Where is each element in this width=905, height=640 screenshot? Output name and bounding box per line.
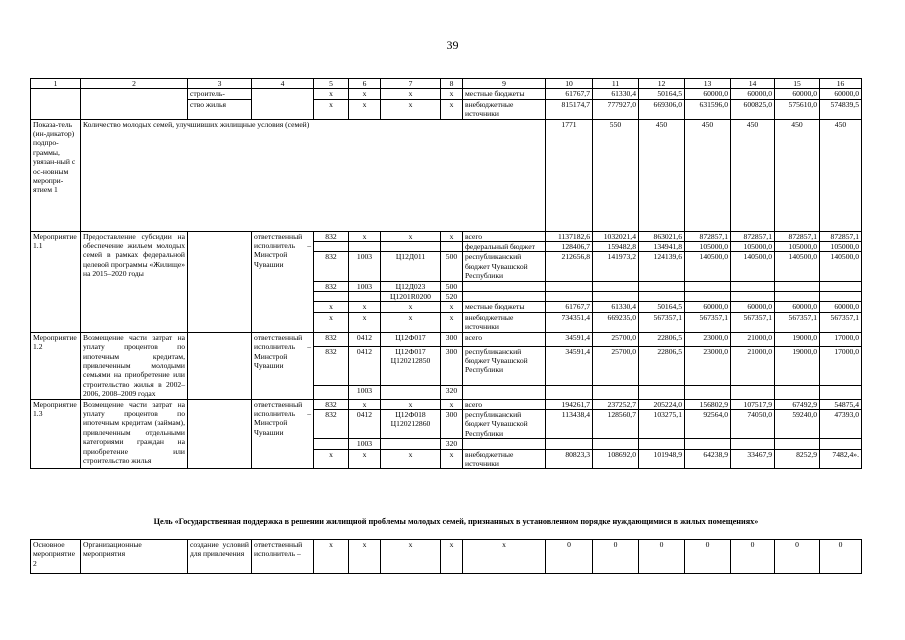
value-cell: 19000,0 [775, 346, 820, 385]
header-cell: 13 [685, 79, 731, 89]
value-cell: 863021,6 [639, 231, 685, 241]
value-cell: 815174,7 [546, 99, 593, 119]
source-cell: x [463, 540, 546, 574]
cell: x [349, 540, 381, 574]
cell: x [381, 449, 441, 469]
source-cell: всего [463, 399, 546, 409]
value-cell: 61767,7 [546, 302, 593, 312]
value-cell: 101948,9 [639, 449, 685, 469]
value-cell [731, 439, 775, 449]
cell: 300 [441, 409, 463, 438]
cell [314, 242, 349, 252]
value-cell: 1032021,4 [593, 231, 639, 241]
value-cell [639, 292, 685, 302]
value-cell: 22806,5 [639, 346, 685, 385]
value-cell: 450 [731, 119, 775, 231]
header-cell: 1 [31, 79, 81, 89]
value-cell: 17000,0 [820, 332, 862, 346]
value-cell: 0 [775, 540, 820, 574]
value-cell: 50164,5 [639, 89, 685, 99]
cell [349, 242, 381, 252]
indicator-text: Количество молодых семей, улучшивших жилищные условия (семей) [81, 119, 546, 231]
responsible-cell: ответственный исполнитель – [252, 540, 314, 574]
value-cell [546, 385, 593, 399]
cell [314, 439, 349, 449]
cell: x [381, 99, 441, 119]
measure-desc: Возмещение части затрат на уплату процентов по ипотечным кредитам, привлеченным молодыми семьями на приобретение или строительство жилья в 2002–2006, 2008–2009 годах [81, 332, 188, 399]
header-row [31, 79, 862, 89]
cell: x [349, 99, 381, 119]
value-cell [731, 281, 775, 291]
cell: 320 [441, 385, 463, 399]
cell: Ц12Ф018 Ц120212860 [381, 409, 441, 438]
value-cell [593, 292, 639, 302]
measure-1-2 [31, 332, 862, 399]
cell: x [314, 449, 349, 469]
cell: 500 [441, 281, 463, 291]
value-cell: 575610,0 [775, 99, 820, 119]
value-cell: 59240,0 [775, 409, 820, 438]
value-cell: 872857,1 [775, 231, 820, 241]
value-cell [820, 281, 862, 291]
value-cell: 134941,8 [639, 242, 685, 252]
col3-cell: создание условий для привлечения [188, 540, 252, 574]
source-cell [463, 439, 546, 449]
cell: x [314, 89, 349, 99]
cell [314, 385, 349, 399]
source-cell: всего [463, 332, 546, 346]
source-cell [463, 385, 546, 399]
value-cell [685, 292, 731, 302]
value-cell [775, 292, 820, 302]
value-cell: 21000,0 [731, 332, 775, 346]
source-cell: внебюджетные источники [463, 449, 546, 469]
measure-1-1 [31, 231, 862, 332]
funding-table [30, 78, 862, 469]
value-cell: 60000,0 [731, 302, 775, 312]
value-cell: 67492,9 [775, 399, 820, 409]
value-cell [731, 292, 775, 302]
cell: 832 [314, 399, 349, 409]
col3-cell: ство жилья [188, 99, 252, 119]
header-cell: 9 [463, 79, 546, 89]
value-cell: 140500,0 [820, 252, 862, 281]
page-number: 39 [446, 38, 459, 52]
cell: x [381, 399, 441, 409]
header-cell: 4 [252, 79, 314, 89]
value-cell: 105000,0 [820, 242, 862, 252]
source-cell [463, 292, 546, 302]
value-cell: 61330,4 [593, 302, 639, 312]
value-cell [546, 281, 593, 291]
value-cell: 0 [820, 540, 862, 574]
measure-label: Мероприятие 1.2 [31, 332, 81, 399]
value-cell: 105000,0 [731, 242, 775, 252]
value-cell [546, 439, 593, 449]
value-cell: 25700,0 [593, 346, 639, 385]
value-cell: 25700,0 [593, 332, 639, 346]
responsible-cell: ответственный исполнитель – Минстрой Чувашии [252, 399, 314, 469]
value-cell: 50164,5 [639, 302, 685, 312]
cell [381, 242, 441, 252]
value-cell [775, 385, 820, 399]
value-cell: 60000,0 [731, 89, 775, 99]
cell [441, 242, 463, 252]
col3-cell [188, 399, 252, 469]
value-cell [593, 439, 639, 449]
value-cell: 47393,0 [820, 409, 862, 438]
measure-desc: Организационные мероприятия [81, 540, 188, 574]
responsible-cell: ответственный исполнитель – Минстрой Чувашии [252, 332, 314, 399]
cell: x [441, 89, 463, 99]
value-cell: 60000,0 [685, 302, 731, 312]
value-cell: 237252,7 [593, 399, 639, 409]
value-cell: 0 [685, 540, 731, 574]
value-cell [820, 292, 862, 302]
value-cell: 550 [593, 119, 639, 231]
value-cell: 567357,1 [639, 312, 685, 332]
cell: x [349, 399, 381, 409]
cell: Ц12Д011 [381, 252, 441, 281]
cell: 0412 [349, 332, 381, 346]
cell: x [441, 99, 463, 119]
cell: 320 [441, 439, 463, 449]
header-cell: 8 [441, 79, 463, 89]
value-cell: 0 [731, 540, 775, 574]
value-cell [685, 439, 731, 449]
cell: x [441, 449, 463, 469]
cell: x [441, 312, 463, 332]
cell: x [349, 302, 381, 312]
header-cell: 7 [381, 79, 441, 89]
responsible-cell: ответственный исполнитель – Минстрой Чувашии [252, 231, 314, 332]
measure-label: Мероприятие 1.1 [31, 231, 81, 332]
value-cell: 0 [639, 540, 685, 574]
value-cell: 734351,4 [546, 312, 593, 332]
value-cell: 0 [546, 540, 593, 574]
value-cell: 60000,0 [775, 89, 820, 99]
value-cell: 74050,0 [731, 409, 775, 438]
cell: x [441, 302, 463, 312]
cell: 500 [441, 252, 463, 281]
value-cell: 1771 [546, 119, 593, 231]
value-cell: 450 [775, 119, 820, 231]
source-cell: всего [463, 231, 546, 241]
cell: 832 [314, 252, 349, 281]
value-cell: 212656,8 [546, 252, 593, 281]
value-cell: 128560,7 [593, 409, 639, 438]
cell: x [441, 231, 463, 241]
value-cell: 8252,9 [775, 449, 820, 469]
cell: 520 [441, 292, 463, 302]
value-cell [685, 385, 731, 399]
header-cell: 11 [593, 79, 639, 89]
measure-label: Основное мероприятие 2 [31, 540, 81, 574]
cell: 832 [314, 281, 349, 291]
col3-cell [188, 332, 252, 399]
value-cell: 103275,1 [639, 409, 685, 438]
value-cell: 7482,4». [820, 449, 862, 469]
value-cell: 631596,0 [685, 99, 731, 119]
value-cell: 567357,1 [775, 312, 820, 332]
value-cell: 669306,0 [639, 99, 685, 119]
header-cell: 5 [314, 79, 349, 89]
cell: Ц12Ф017 [381, 332, 441, 346]
value-cell: 450 [685, 119, 731, 231]
source-cell: республиканский бюджет Чувашской Республики [463, 346, 546, 385]
main-measure-2-table [30, 539, 862, 574]
cell: 1003 [349, 281, 381, 291]
cell: x [441, 540, 463, 574]
cell [381, 439, 441, 449]
value-cell [685, 281, 731, 291]
cell: x [314, 312, 349, 332]
value-cell: 141973,2 [593, 252, 639, 281]
value-cell [593, 281, 639, 291]
cell [381, 385, 441, 399]
cell: x [349, 89, 381, 99]
value-cell: 140500,0 [731, 252, 775, 281]
value-cell: 60000,0 [820, 302, 862, 312]
col3-cell: строитель- [188, 89, 252, 99]
value-cell: 61767,7 [546, 89, 593, 99]
cell: x [349, 312, 381, 332]
indicator-label: Показа-тель (ин-дикатор) подпро-граммы, увязан-ный с ос-новным меропри-ятием 1 [31, 119, 81, 231]
value-cell: 1137182,6 [546, 231, 593, 241]
value-cell: 124139,6 [639, 252, 685, 281]
value-cell [546, 292, 593, 302]
cell: 300 [441, 346, 463, 385]
source-cell: местные бюджеты [463, 302, 546, 312]
value-cell: 107517,9 [731, 399, 775, 409]
cell: Ц12Д023 [381, 281, 441, 291]
value-cell [820, 439, 862, 449]
value-cell: 140500,0 [685, 252, 731, 281]
cell: x [314, 99, 349, 119]
cell: x [381, 302, 441, 312]
value-cell: 140500,0 [775, 252, 820, 281]
value-cell: 450 [820, 119, 862, 231]
value-cell: 33467,9 [731, 449, 775, 469]
value-cell: 194261,7 [546, 399, 593, 409]
value-cell [639, 385, 685, 399]
header-cell: 15 [775, 79, 820, 89]
cell: x [349, 231, 381, 241]
value-cell: 64238,9 [685, 449, 731, 469]
measure-desc: Возмещение части затрат на уплату процентов по ипотечным кредитам (займам), привлеченным отдельными категориями граждан на приобретение или строительство жилья [81, 399, 188, 469]
source-cell: республиканский бюджет Чувашской Республики [463, 409, 546, 438]
measure-1-3 [31, 399, 862, 469]
value-cell: 205224,0 [639, 399, 685, 409]
cell [349, 292, 381, 302]
value-cell: 34591,4 [546, 332, 593, 346]
source-cell: федеральный бюджет [463, 242, 546, 252]
value-cell: 17000,0 [820, 346, 862, 385]
value-cell: 108692,0 [593, 449, 639, 469]
value-cell: 450 [639, 119, 685, 231]
value-cell: 105000,0 [775, 242, 820, 252]
cell: 0412 [349, 409, 381, 438]
cell: 832 [314, 409, 349, 438]
value-cell: 80823,3 [546, 449, 593, 469]
cell: x [441, 399, 463, 409]
cell: x [314, 540, 349, 574]
cell: 832 [314, 346, 349, 385]
source-cell: местные бюджеты [463, 89, 546, 99]
source-cell [463, 281, 546, 291]
value-cell [639, 439, 685, 449]
value-cell [593, 385, 639, 399]
value-cell: 159482,8 [593, 242, 639, 252]
value-cell: 60000,0 [820, 89, 862, 99]
goal-heading: Цель «Государственная поддержка в решении жилищной проблемы молодых семей, признанных в установленном порядке нуждающимися в жилых помещениях» [153, 517, 759, 526]
table-row [31, 89, 862, 99]
measure-desc: Предоставление субсидии на обеспечение жильем молодых семей в рамках федеральной целевой программы «Жилище» на 2015–2020 годы [81, 231, 188, 332]
header-cell: 16 [820, 79, 862, 89]
source-cell: внебюджетные источники [463, 312, 546, 332]
value-cell: 60000,0 [775, 302, 820, 312]
value-cell: 574839,5 [820, 99, 862, 119]
value-cell: 21000,0 [731, 346, 775, 385]
cell: 832 [314, 231, 349, 241]
value-cell: 23000,0 [685, 346, 731, 385]
header-cell: 2 [81, 79, 188, 89]
value-cell [775, 439, 820, 449]
value-cell: 113438,4 [546, 409, 593, 438]
table-row [31, 399, 862, 409]
cell: 300 [441, 332, 463, 346]
table-row [31, 332, 862, 346]
value-cell: 872857,1 [685, 231, 731, 241]
header-cell: 3 [188, 79, 252, 89]
measure-label: Мероприятие 1.3 [31, 399, 81, 469]
value-cell: 128406,7 [546, 242, 593, 252]
value-cell: 61330,4 [593, 89, 639, 99]
cell: Ц1201R0200 [381, 292, 441, 302]
value-cell: 156802,9 [685, 399, 731, 409]
value-cell: 567357,1 [731, 312, 775, 332]
cell: 0412 [349, 346, 381, 385]
cell: 832 [314, 332, 349, 346]
value-cell [775, 281, 820, 291]
header-cell: 6 [349, 79, 381, 89]
value-cell: 34591,4 [546, 346, 593, 385]
cell: Ц12Ф017 Ц120212850 [381, 346, 441, 385]
cell: x [349, 449, 381, 469]
cell: x [381, 540, 441, 574]
value-cell: 567357,1 [685, 312, 731, 332]
cell: x [381, 312, 441, 332]
value-cell: 567357,1 [820, 312, 862, 332]
value-cell: 19000,0 [775, 332, 820, 346]
header-cell: 14 [731, 79, 775, 89]
cell: x [381, 89, 441, 99]
cell [314, 292, 349, 302]
source-cell: республиканский бюджет Чувашской Республики [463, 252, 546, 281]
value-cell: 669235,0 [593, 312, 639, 332]
header-cell: 10 [546, 79, 593, 89]
table-row [31, 231, 862, 241]
table-row [31, 540, 862, 574]
value-cell: 600825,0 [731, 99, 775, 119]
cell: 1003 [349, 385, 381, 399]
indicator-row [31, 119, 862, 231]
source-cell: внебюджетные источники [463, 99, 546, 119]
header-cell: 12 [639, 79, 685, 89]
cell: 1003 [349, 439, 381, 449]
cell: x [314, 302, 349, 312]
col3-cell [188, 231, 252, 332]
value-cell [639, 281, 685, 291]
value-cell: 0 [593, 540, 639, 574]
value-cell [731, 385, 775, 399]
value-cell [820, 385, 862, 399]
value-cell: 872857,1 [731, 231, 775, 241]
value-cell: 777927,0 [593, 99, 639, 119]
value-cell: 54875,4 [820, 399, 862, 409]
value-cell: 60000,0 [685, 89, 731, 99]
cell: 1003 [349, 252, 381, 281]
value-cell: 23000,0 [685, 332, 731, 346]
value-cell: 872857,1 [820, 231, 862, 241]
value-cell: 105000,0 [685, 242, 731, 252]
value-cell: 92564,0 [685, 409, 731, 438]
value-cell: 22806,5 [639, 332, 685, 346]
cell: x [381, 231, 441, 241]
